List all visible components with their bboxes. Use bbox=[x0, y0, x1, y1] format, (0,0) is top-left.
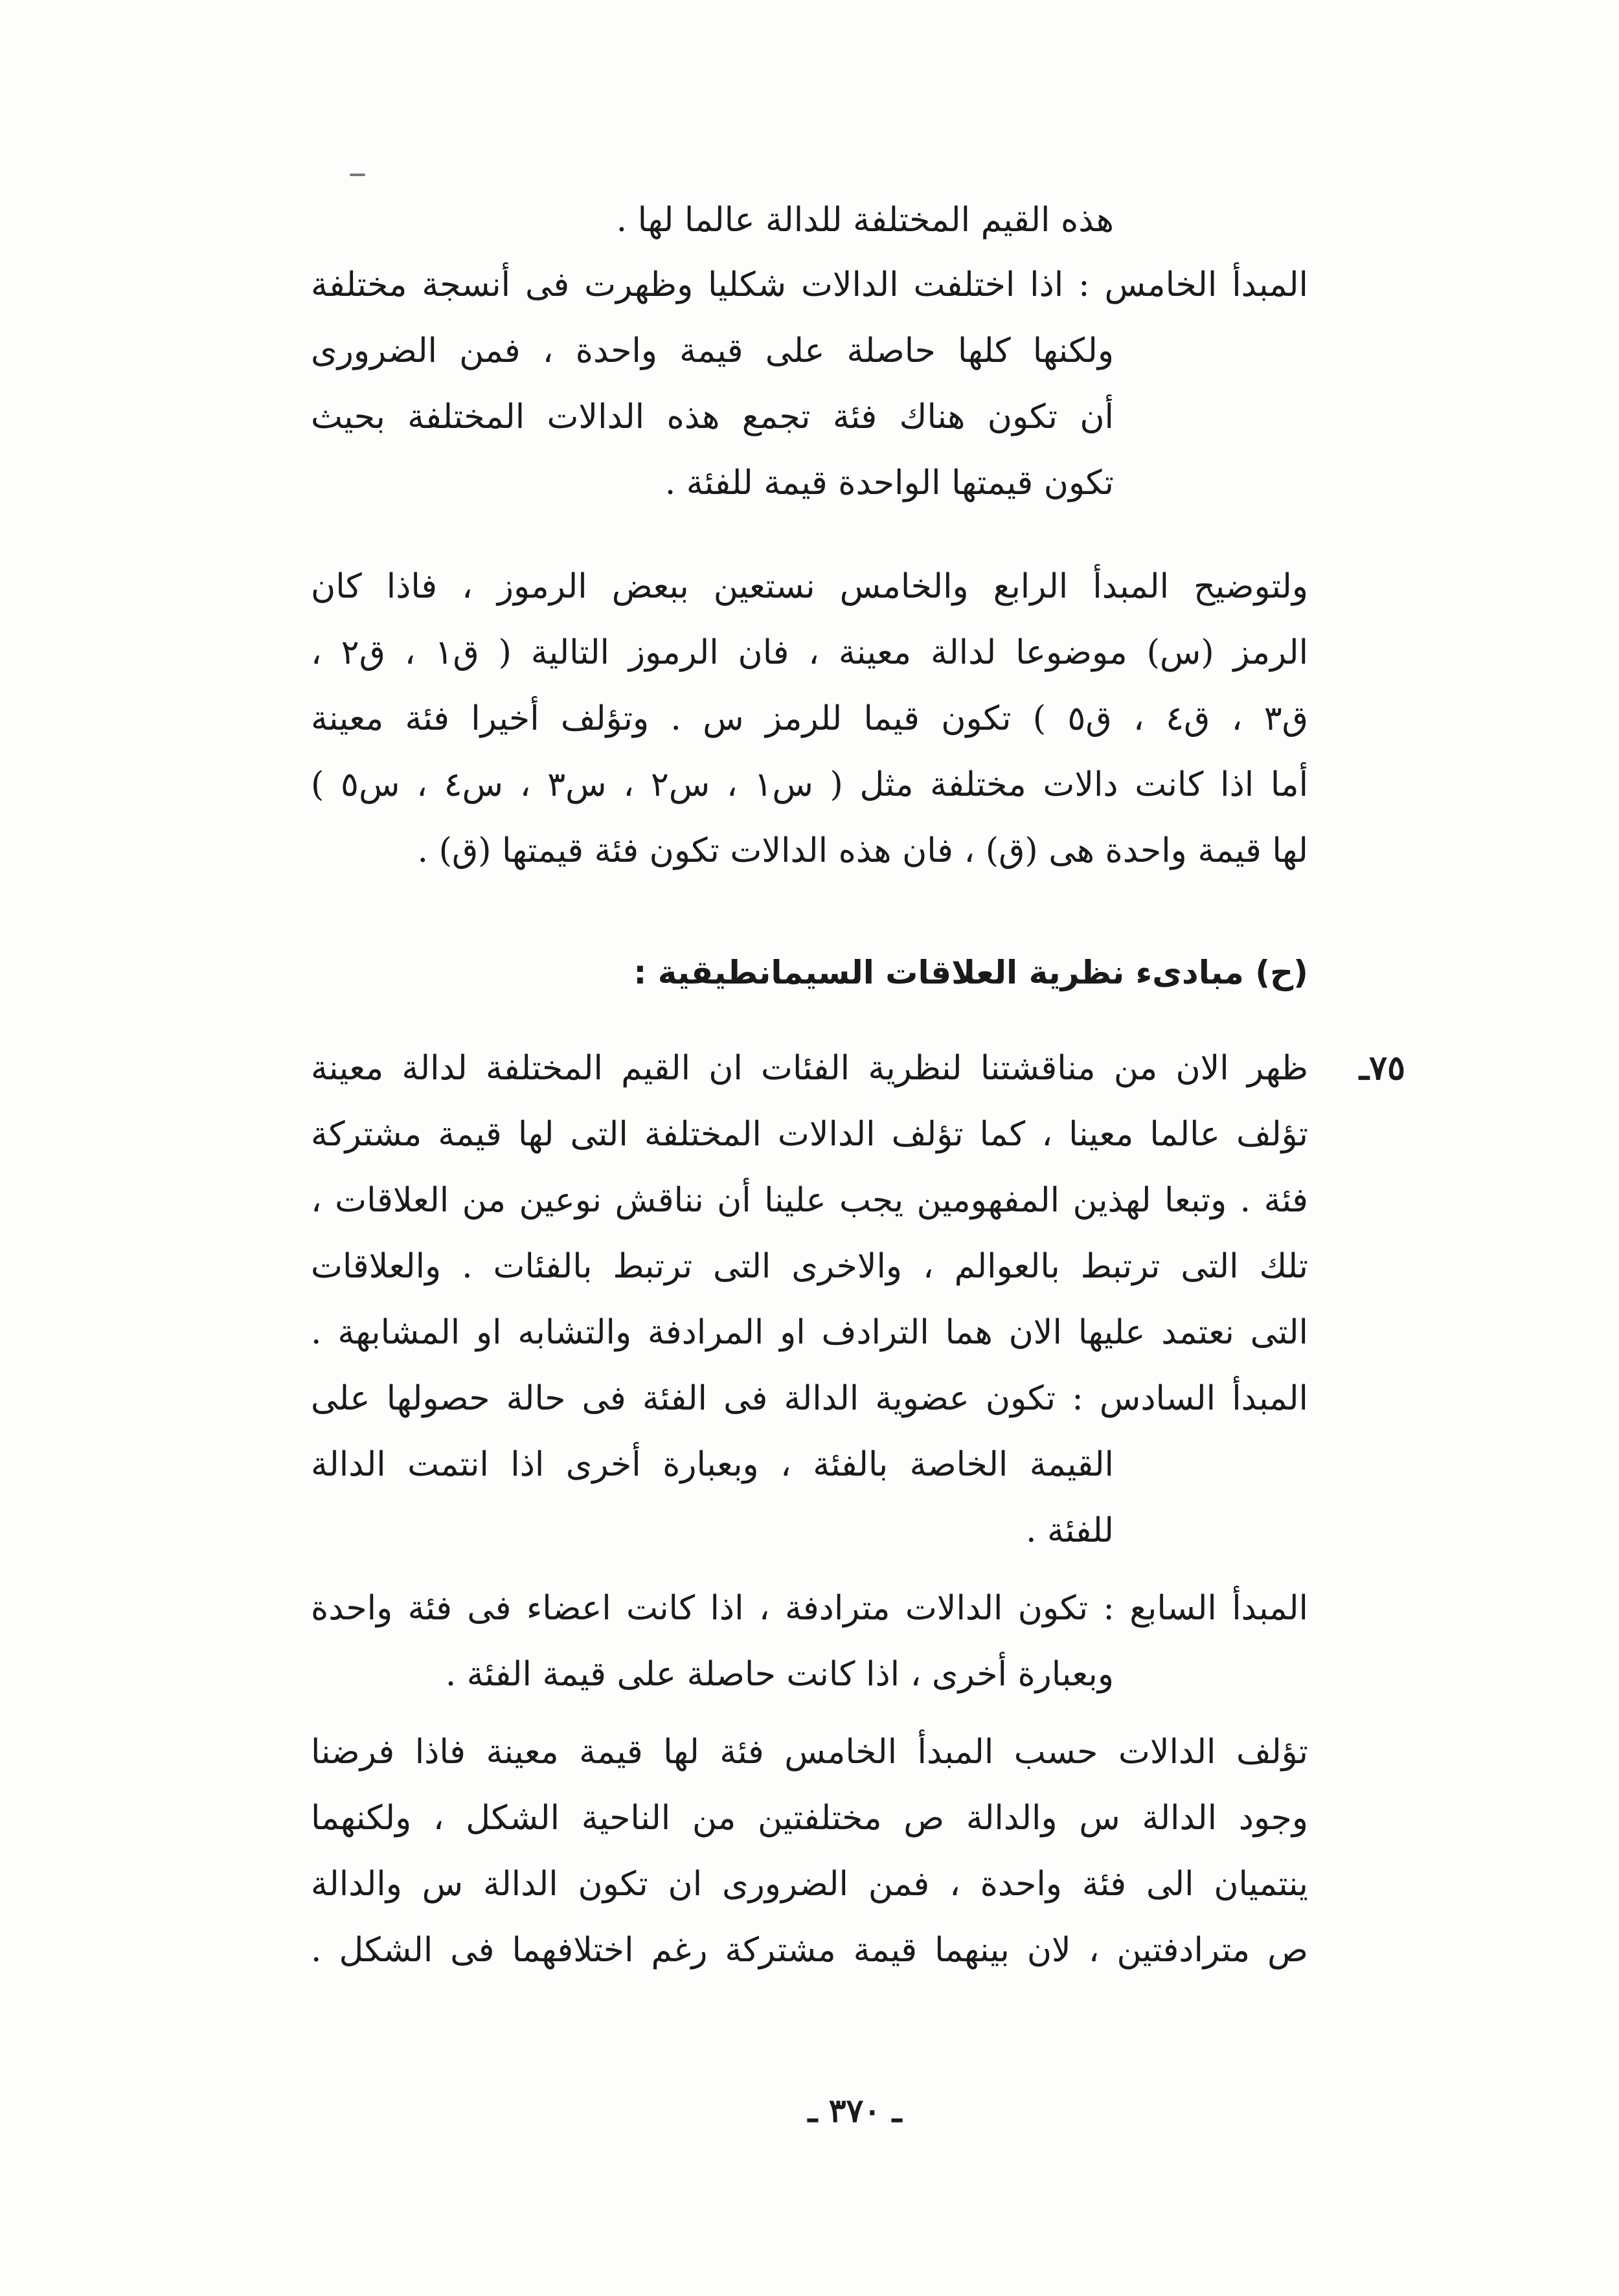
text-line: ق٣ ، ق٤ ، ق٥ ) تكون قيما للرمز س . وتؤلف أخيرا فئة معينة bbox=[311, 699, 1308, 738]
item-number: ٧٥ـ bbox=[1359, 1048, 1405, 1088]
text-line: التى نعتمد عليها الان هما الترادف او المرادفة والتشابه او المشابهة . bbox=[311, 1313, 1308, 1352]
text-line: القيمة الخاصة بالفئة ، وبعبارة أخرى اذا انتمت الدالة bbox=[311, 1445, 1114, 1484]
text-line: تكون قيمتها الواحدة قيمة للفئة . bbox=[664, 464, 1114, 502]
text-line: أن تكون هناك فئة تجمع هذه الدالات المختلفة بحيث bbox=[311, 398, 1114, 436]
text-line: وجود الدالة س والدالة ص مختلفتين من الناحية الشكل ، ولكنهما bbox=[311, 1799, 1308, 1838]
text-line: ولتوضيح المبدأ الرابع والخامس نستعين ببعض الرموز ، فاذا كان bbox=[311, 567, 1308, 606]
page-number: ـ ٣٧٠ ـ bbox=[808, 2091, 902, 2130]
text-line: ينتميان الى فئة واحدة ، فمن الضرورى ان تكون الدالة س والدالة bbox=[311, 1865, 1308, 1904]
text-line: الرمز (س) موضوعا لدالة معينة ، فان الرموز التالية ( ق١ ، ق٢ ، bbox=[311, 633, 1308, 672]
scan-speck bbox=[350, 174, 365, 176]
principle-six-line: المبدأ السادس : تكون عضوية الدالة فى الفئة فى حالة حصولها على bbox=[311, 1379, 1308, 1418]
text-line: للفئة . bbox=[1026, 1511, 1114, 1550]
text-line: تؤلف الدالات حسب المبدأ الخامس فئة لها قيمة معينة فاذا فرضنا bbox=[311, 1733, 1308, 1772]
text-line: لها قيمة واحدة هى (ق) ، فان هذه الدالات تكون فئة قيمتها (ق) . bbox=[417, 831, 1308, 870]
text-line: أما اذا كانت دالات مختلفة مثل ( س١ ، س٢ ، س٣ ، س٤ ، س٥ ) bbox=[311, 765, 1308, 804]
text-line: تؤلف عالما معينا ، كما تؤلف الدالات المختلفة التى لها قيمة مشتركة bbox=[311, 1115, 1308, 1154]
principle-five-line: المبدأ الخامس : اذا اختلفت الدالات شكليا وظهرت فى أنسجة مختلفة bbox=[311, 265, 1308, 304]
text-line: ص مترادفتين ، لان بينهما قيمة مشتركة رغم اختلافهما فى الشكل . bbox=[311, 1931, 1308, 1970]
text-line: وبعبارة أخرى ، اذا كانت حاصلة على قيمة الفئة . bbox=[445, 1655, 1114, 1694]
text-line: هذه القيم المختلفة للدالة عالما لها . bbox=[616, 201, 1114, 240]
text-line: تلك التى ترتبط بالعوالم ، والاخرى التى ترتبط بالفئات . والعلاقات bbox=[311, 1247, 1308, 1286]
text-line: ظهر الان من مناقشتنا لنظرية الفئات ان القيم المختلفة لدالة معينة bbox=[311, 1049, 1308, 1088]
principle-seven-line: المبدأ السابع : تكون الدالات مترادفة ، اذا كانت اعضاء فى فئة واحدة bbox=[311, 1589, 1308, 1628]
text-line: ولكنها كلها حاصلة على قيمة واحدة ، فمن الضرورى bbox=[311, 332, 1114, 370]
text-line: فئة . وتبعا لهذين المفهومين يجب علينا أن نناقش نوعين من العلاقات ، bbox=[311, 1181, 1308, 1220]
section-heading: (ح) مبادىء نظرية العلاقات السيمانطيقية : bbox=[633, 954, 1308, 991]
